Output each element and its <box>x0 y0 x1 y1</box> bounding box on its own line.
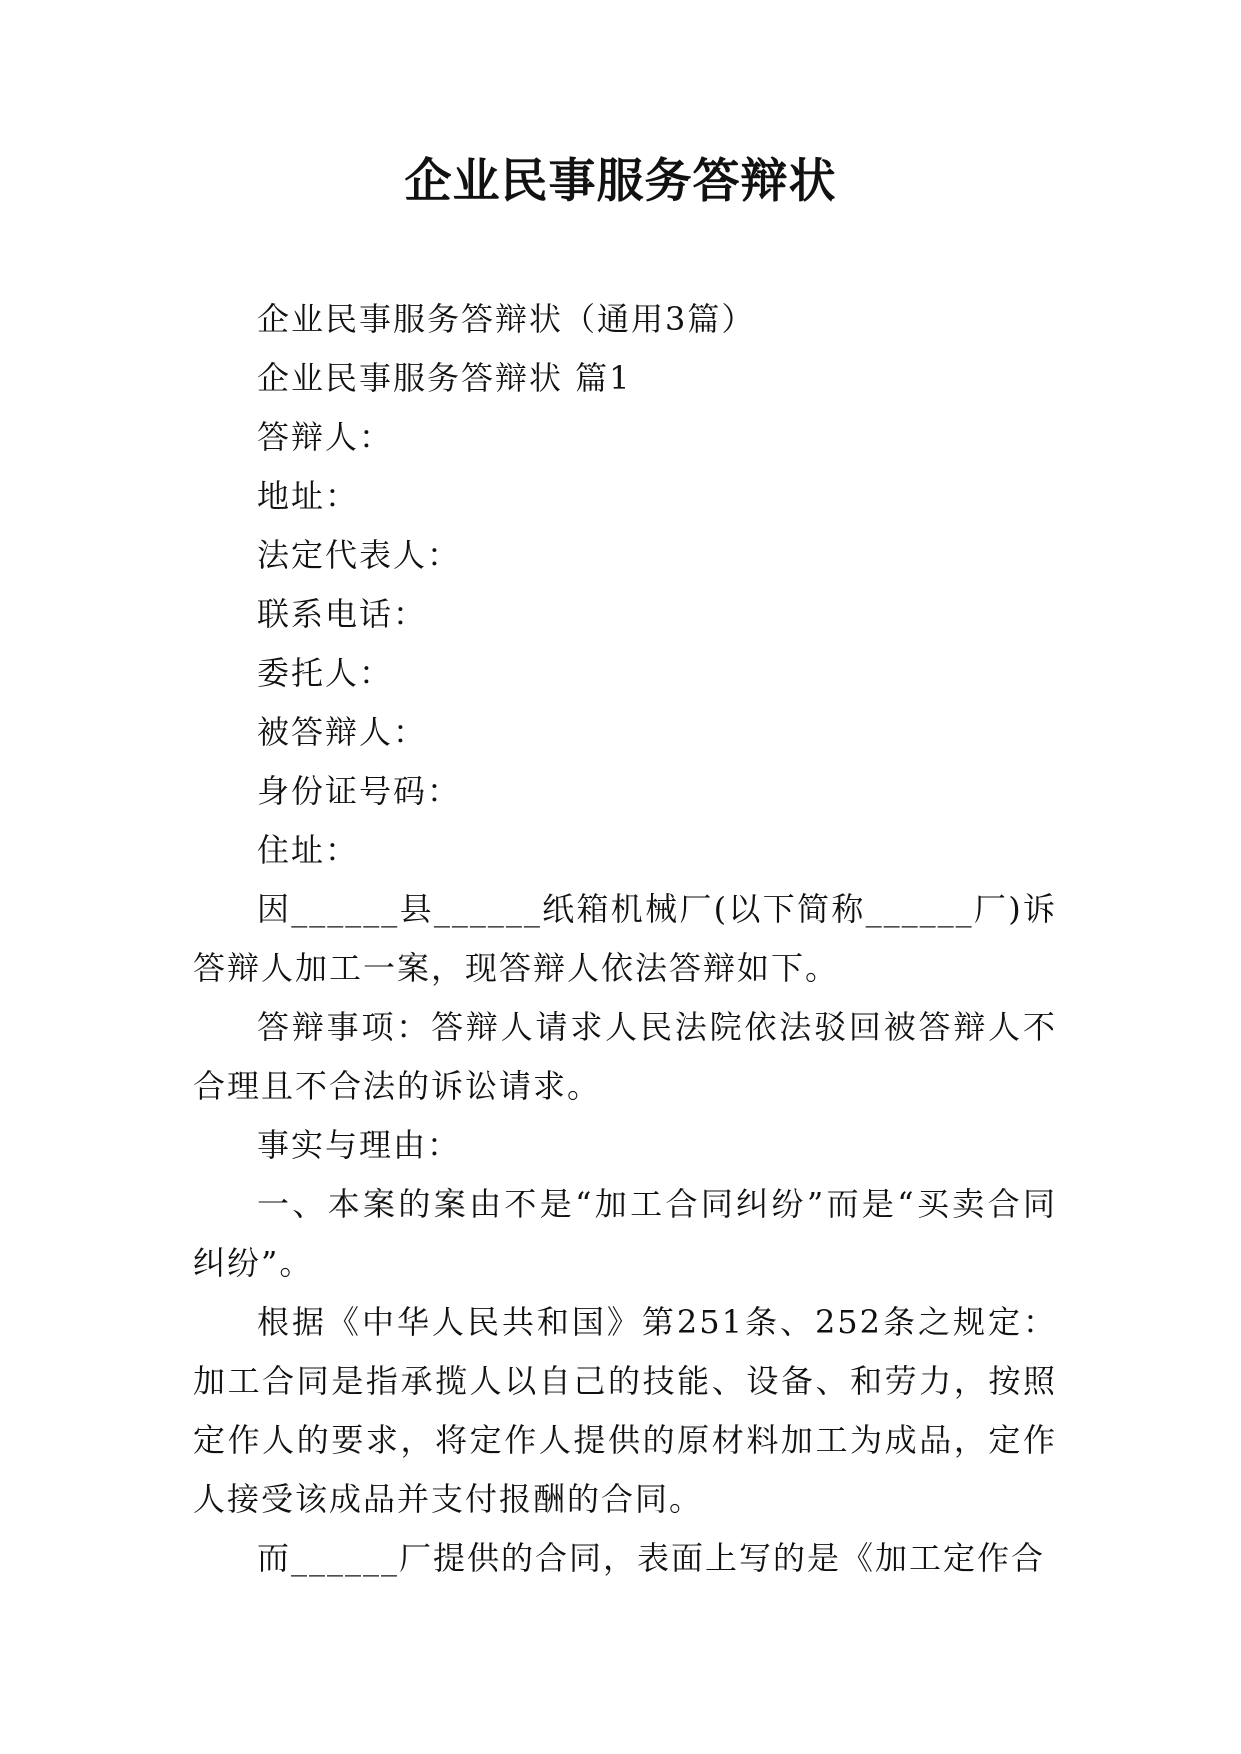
case-intro-paragraph: 因______县______纸箱机械厂(以下简称______厂)诉答辩人加工一案，现答辩人依法答辩如下。 <box>193 890 1057 987</box>
contract-paragraph: 而______厂提供的合同，表面上写的是《加工定作合 <box>257 1539 1046 1577</box>
respondent-field: 答辩人： <box>257 418 394 456</box>
residence-field: 住址： <box>257 831 360 869</box>
subtitle-line: 企业民事服务答辩状（通用3篇） <box>257 300 756 338</box>
legal-representative-field: 法定代表人： <box>257 536 462 574</box>
defense-matters-paragraph: 答辩事项：答辩人请求人民法院依法驳回被答辩人不合理且不合法的诉讼请求。 <box>193 1008 1057 1105</box>
address-field: 地址： <box>257 477 360 515</box>
legal-basis-paragraph: 根据《中华人民共和国》第251条、252条之规定：加工合同是指承揽人以自己的技能、设备、和劳力，按照定作人的要求，将定作人提供的原材料加工为成品，定作人接受该成品并支付报酬的合同。 <box>193 1303 1057 1518</box>
point-one-paragraph: 一、本案的案由不是“加工合同纠纷”而是“买卖合同纠纷”。 <box>193 1185 1057 1282</box>
id-number-field: 身份证号码： <box>257 772 462 810</box>
phone-field: 联系电话： <box>257 595 428 633</box>
document-body <box>193 290 1057 1588</box>
facts-reasons-heading: 事实与理由： <box>257 1126 462 1164</box>
agent-field: 委托人： <box>257 654 394 692</box>
plaintiff-field: 被答辩人： <box>257 713 428 751</box>
document-title: 企业民事服务答辩状 <box>404 154 837 209</box>
section-heading: 企业民事服务答辩状 篇1 <box>257 359 632 397</box>
